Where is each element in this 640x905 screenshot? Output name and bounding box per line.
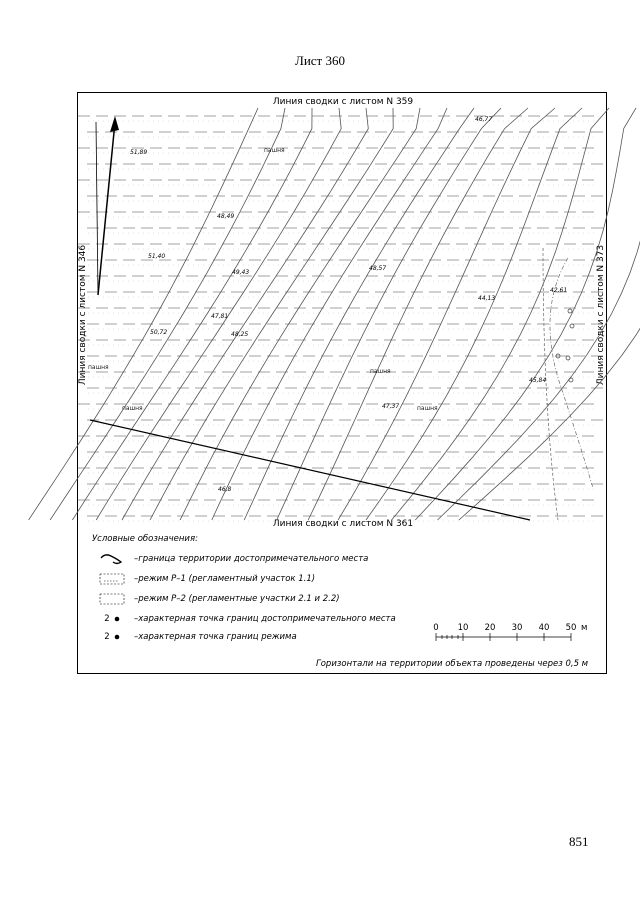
elevation-label: 45,84	[529, 377, 547, 384]
legend-item-boundary	[92, 552, 368, 566]
elevation-label: 48,25	[231, 331, 249, 338]
contour-line	[122, 108, 368, 520]
elevation-labels	[130, 116, 567, 493]
elevation-label: 47,81	[211, 313, 229, 320]
page-number: 851	[569, 834, 589, 849]
legend-label: –режим Р–1 (регламентный участок 1.1)	[134, 574, 316, 584]
contour-line	[438, 108, 640, 520]
contour-line	[212, 108, 447, 520]
edge-label-top: Линия сводки с листом N 359	[272, 97, 414, 107]
elevation-label: 48,57	[369, 265, 387, 272]
small-circle-marks	[556, 309, 574, 382]
land-label: пашня	[417, 405, 438, 412]
elevation-label: 51,89	[130, 149, 148, 156]
regime-p1-swatch-icon	[92, 573, 132, 585]
legend-item-monument-point	[92, 612, 396, 626]
edge-label-bottom: Линия сводки с листом N 361	[272, 519, 414, 529]
land-label: пашня	[88, 364, 109, 371]
regime-p2-swatch-icon	[92, 593, 132, 605]
contour-line	[244, 108, 474, 520]
contour-line	[459, 108, 640, 520]
monument-point-icon	[92, 614, 132, 624]
boundary-lines	[90, 116, 593, 520]
legend-label: –характерная точка границ достопримечательного места	[134, 614, 396, 624]
contour-line	[72, 108, 312, 520]
topographic-map	[88, 108, 598, 520]
point-number: 2	[104, 632, 110, 642]
contour-line	[308, 108, 528, 520]
land-label: пашня	[370, 368, 391, 375]
elevation-label: 49,43	[232, 269, 250, 276]
contour-line	[338, 108, 555, 520]
scale-unit: м	[581, 623, 588, 633]
boundary-icon	[92, 553, 132, 565]
legend-label: –граница территории достопримечательного места	[134, 554, 369, 564]
contour-line	[366, 108, 582, 520]
north-arrow	[96, 116, 119, 295]
contour-line	[150, 108, 393, 520]
legend-item-regime-p1	[92, 572, 315, 586]
elevation-label: 51,40	[148, 253, 166, 260]
elevation-label: 46,77	[475, 116, 493, 123]
legend-item-regime-p2	[92, 592, 340, 606]
contour-lines	[29, 108, 640, 520]
regime-point-icon	[92, 632, 132, 642]
sheet-title: Лист 360	[295, 53, 345, 68]
legend-label: –характерная точка границ режима	[134, 632, 297, 642]
scale-bar	[433, 622, 588, 644]
edge-label-left: Линия сводки с листом N 346	[78, 244, 88, 386]
legend-label: –режим Р–2 (регламентные участки 2.1 и 2.2)	[134, 594, 340, 604]
land-label: пашня	[264, 147, 285, 154]
elevation-label: 42,61	[550, 287, 568, 294]
point-number: 2	[104, 614, 110, 624]
legend-title: Условные обозначения:	[92, 534, 198, 544]
scale-tick-label: 0	[433, 623, 439, 633]
land-label: пашня	[122, 405, 143, 412]
scale-tick-label: 30	[511, 623, 523, 633]
diagonal-line	[90, 420, 530, 520]
elevation-label: 47,37	[382, 403, 400, 410]
edge-label-right: Линия сводки с листом N 373	[596, 244, 606, 386]
elevation-label: 46,8	[218, 486, 232, 493]
scale-tick-label: 50	[565, 623, 577, 633]
elevation-label: 44,13	[478, 295, 496, 302]
scale-tick-label: 10	[457, 623, 469, 633]
scale-tick-label: 20	[484, 623, 496, 633]
elevation-label: 48,49	[217, 213, 235, 220]
scale-tick-label: 40	[538, 623, 550, 633]
elevation-label: 50,72	[150, 329, 168, 336]
contour-interval-note: Горизонтали на территории объекта проведены через 0,5 м	[316, 659, 589, 669]
legend-item-regime-point	[92, 630, 297, 644]
